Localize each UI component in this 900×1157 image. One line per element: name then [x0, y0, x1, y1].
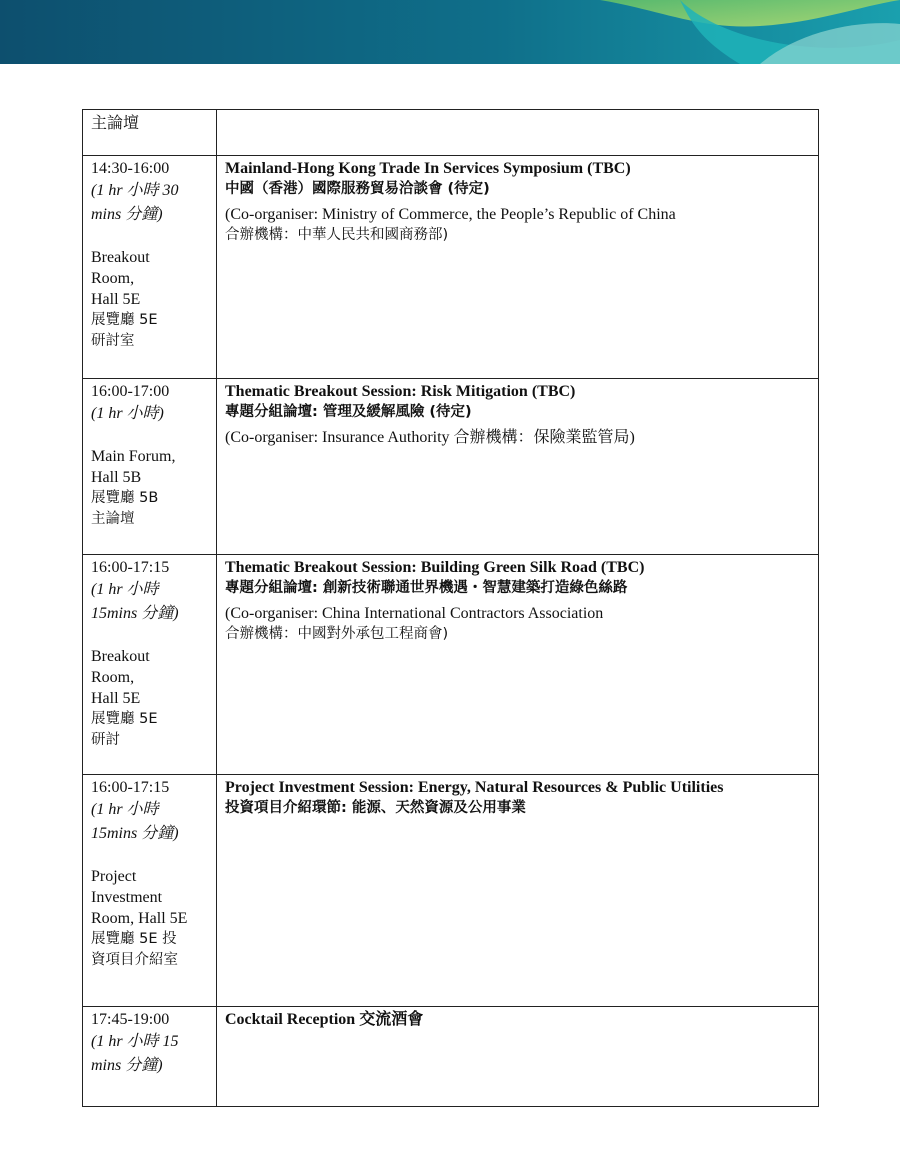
table-row	[83, 110, 819, 156]
session-cell	[217, 379, 819, 555]
time-range: 16:00-17:15	[91, 779, 170, 796]
venue-line: Breakout	[91, 249, 150, 266]
co-organiser-zh: 合辦機構：中華人民共和國商務部)	[225, 227, 449, 243]
time-cell	[83, 156, 217, 379]
table-row	[83, 775, 819, 1007]
duration: (1 hr 小時)	[91, 405, 164, 422]
duration: (1 hr 小時 15 mins 分鐘)	[91, 1033, 179, 1074]
session-cell	[217, 156, 819, 379]
session-cell	[217, 110, 819, 156]
venue-line: Room,	[91, 669, 135, 686]
time-range: 16:00-17:00	[91, 383, 170, 400]
session-title-zh: 投資項目介紹環節: 能源、天然資源及公用事業	[225, 800, 526, 816]
venue-line: 主論壇	[91, 511, 135, 527]
co-organiser: (Co-organiser: Ministry of Commerce, the People’s Republic of China	[225, 206, 676, 223]
venue-line: 展覽廳 5E	[91, 711, 158, 727]
table-row	[83, 379, 819, 555]
venue-line: 主論壇	[91, 113, 140, 132]
session-cell	[217, 1007, 819, 1107]
venue	[91, 866, 208, 971]
venue-line: 研討室	[91, 333, 135, 349]
header-banner	[0, 0, 900, 64]
venue-line: Hall 5E	[91, 690, 141, 707]
session-title-zh: 中國（香港）國際服務貿易洽談會 (待定)	[225, 181, 490, 197]
venue	[91, 247, 208, 352]
table-row	[83, 1007, 819, 1107]
session-cell	[217, 555, 819, 775]
venue-line: 展覽廳 5E 投	[91, 931, 177, 947]
time-cell	[83, 555, 217, 775]
session-title: Mainland-Hong Kong Trade In Services Symposium (TBC)	[225, 160, 631, 177]
venue	[91, 446, 208, 530]
co-organiser: (Co-organiser: Insurance Authority 合辦機構：保險業監管局)	[225, 429, 635, 446]
time-cell	[83, 110, 217, 156]
duration: (1 hr 小時 30 mins 分鐘)	[91, 182, 179, 223]
time-cell	[83, 775, 217, 1007]
table-row	[83, 555, 819, 775]
session-title: Thematic Breakout Session: Risk Mitigation (TBC)	[225, 383, 576, 400]
time-cell	[83, 1007, 217, 1107]
programme-table	[82, 109, 819, 1107]
time-range: 16:00-17:15	[91, 559, 170, 576]
time-range: 14:30-16:00	[91, 160, 170, 177]
session-title-zh: 專題分組論壇: 創新技術聯通世界機遇・智慧建築打造綠色絲路	[225, 580, 628, 596]
co-organiser-zh: 合辦機構：中國對外承包工程商會)	[225, 626, 449, 642]
session-title: Cocktail Reception 交流酒會	[225, 1011, 424, 1028]
venue-line: 展覽廳 5E	[91, 312, 158, 328]
session-cell	[217, 775, 819, 1007]
venue-line: Hall 5E	[91, 291, 141, 308]
venue-line: Breakout	[91, 648, 150, 665]
venue-line: Hall 5B	[91, 469, 142, 486]
venue	[91, 646, 208, 751]
venue-line: Main Forum,	[91, 448, 176, 465]
duration: (1 hr 小時 15mins 分鐘)	[91, 801, 179, 842]
session-title-zh: 專題分組論壇: 管理及緩解風險 (待定)	[225, 404, 472, 420]
venue-line: Room, Hall 5E	[91, 910, 188, 927]
venue-line: 展覽廳 5B	[91, 490, 159, 506]
session-title: Project Investment Session: Energy, Natural Resources & Public Utilities	[225, 779, 724, 796]
co-organiser: (Co-organiser: China International Contractors Association	[225, 605, 604, 622]
venue-line: Room,	[91, 270, 135, 287]
banner-graphic	[0, 0, 900, 64]
table-row	[83, 156, 819, 379]
venue-line: Project	[91, 868, 137, 885]
time-range: 17:45-19:00	[91, 1011, 170, 1028]
duration: (1 hr 小時 15mins 分鐘)	[91, 581, 179, 622]
venue-line: 資項目介紹室	[91, 952, 178, 968]
time-cell	[83, 379, 217, 555]
venue-line: 研討	[91, 732, 120, 748]
session-title: Thematic Breakout Session: Building Green Silk Road (TBC)	[225, 559, 645, 576]
venue-line: Investment	[91, 889, 163, 906]
